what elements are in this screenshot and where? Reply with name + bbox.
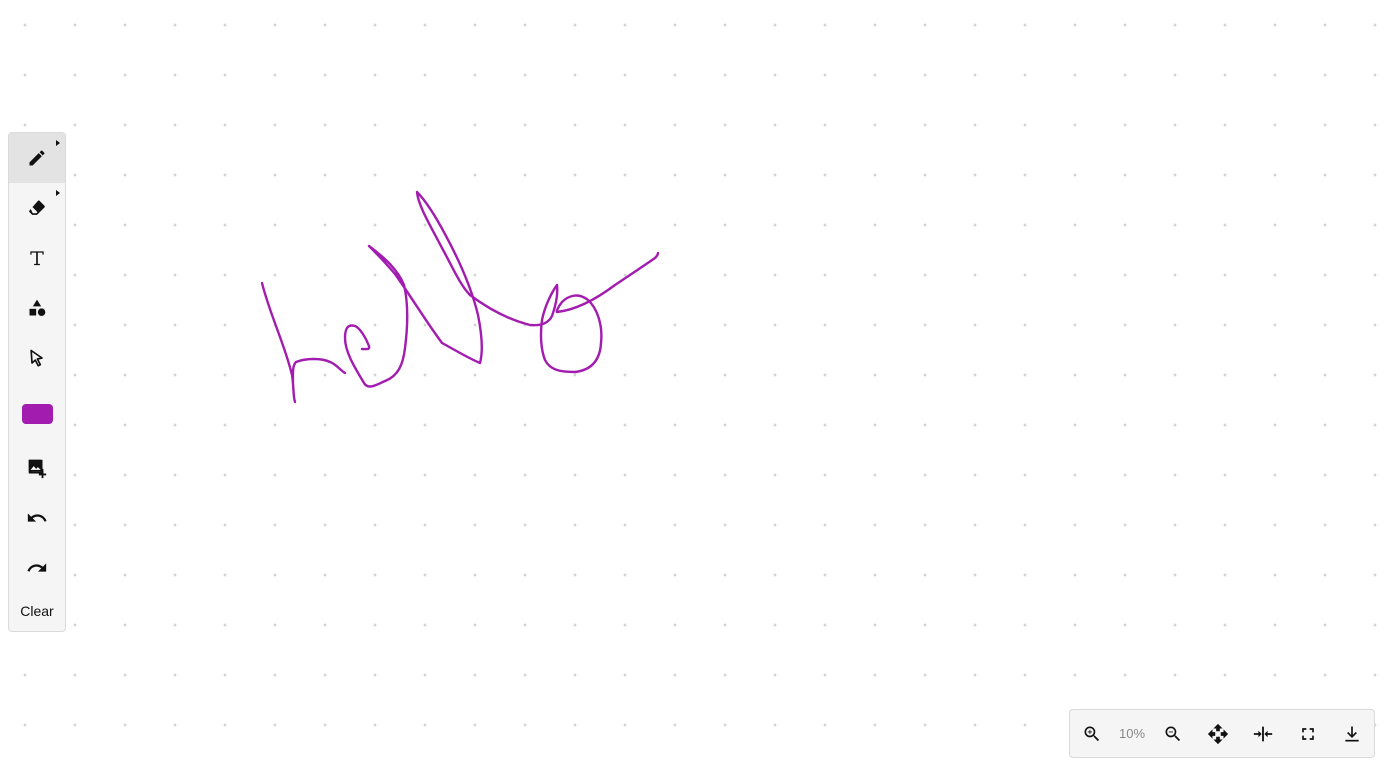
zoom-out-icon — [1163, 724, 1183, 744]
left-toolbar — [8, 132, 66, 632]
move-icon — [1207, 723, 1229, 745]
zoom-controls — [1069, 709, 1375, 758]
pointer-icon — [27, 348, 47, 368]
eraser-submenu-arrow-icon[interactable] — [56, 190, 60, 196]
color-swatch — [22, 404, 53, 424]
shapes-tool-button[interactable] — [9, 283, 65, 333]
pan-button[interactable] — [1199, 710, 1237, 757]
clear-label: Clear — [20, 603, 54, 619]
zoom-level: 10% — [1118, 726, 1146, 741]
clear-button[interactable] — [9, 590, 65, 632]
download-button[interactable] — [1333, 710, 1371, 757]
pen-submenu-arrow-icon[interactable] — [56, 140, 60, 146]
fit-width-button[interactable] — [1244, 710, 1282, 757]
ink-stroke-e-l — [345, 192, 482, 387]
eraser-icon — [27, 198, 47, 218]
eraser-tool-button[interactable] — [9, 183, 65, 233]
text-icon — [27, 248, 47, 268]
add-image-button[interactable] — [9, 443, 65, 493]
download-icon — [1342, 724, 1362, 744]
zoom-out-button[interactable] — [1154, 710, 1192, 757]
ink-stroke-link — [470, 253, 658, 372]
fit-width-icon — [1252, 723, 1274, 745]
redo-icon — [26, 557, 48, 579]
zoom-in-button[interactable] — [1073, 710, 1111, 757]
ink-stroke-h — [262, 283, 345, 402]
pen-icon — [27, 148, 47, 168]
zoom-in-icon — [1082, 724, 1102, 744]
text-tool-button[interactable] — [9, 233, 65, 283]
add-image-icon — [26, 457, 48, 479]
select-tool-button[interactable] — [9, 333, 65, 383]
shapes-icon — [27, 298, 47, 318]
redo-button[interactable] — [9, 543, 65, 593]
fullscreen-icon — [1298, 724, 1318, 744]
undo-button[interactable] — [9, 493, 65, 543]
color-picker-button[interactable] — [9, 389, 65, 439]
undo-icon — [26, 507, 48, 529]
pen-tool-button[interactable] — [9, 133, 65, 183]
fullscreen-button[interactable] — [1289, 710, 1327, 757]
